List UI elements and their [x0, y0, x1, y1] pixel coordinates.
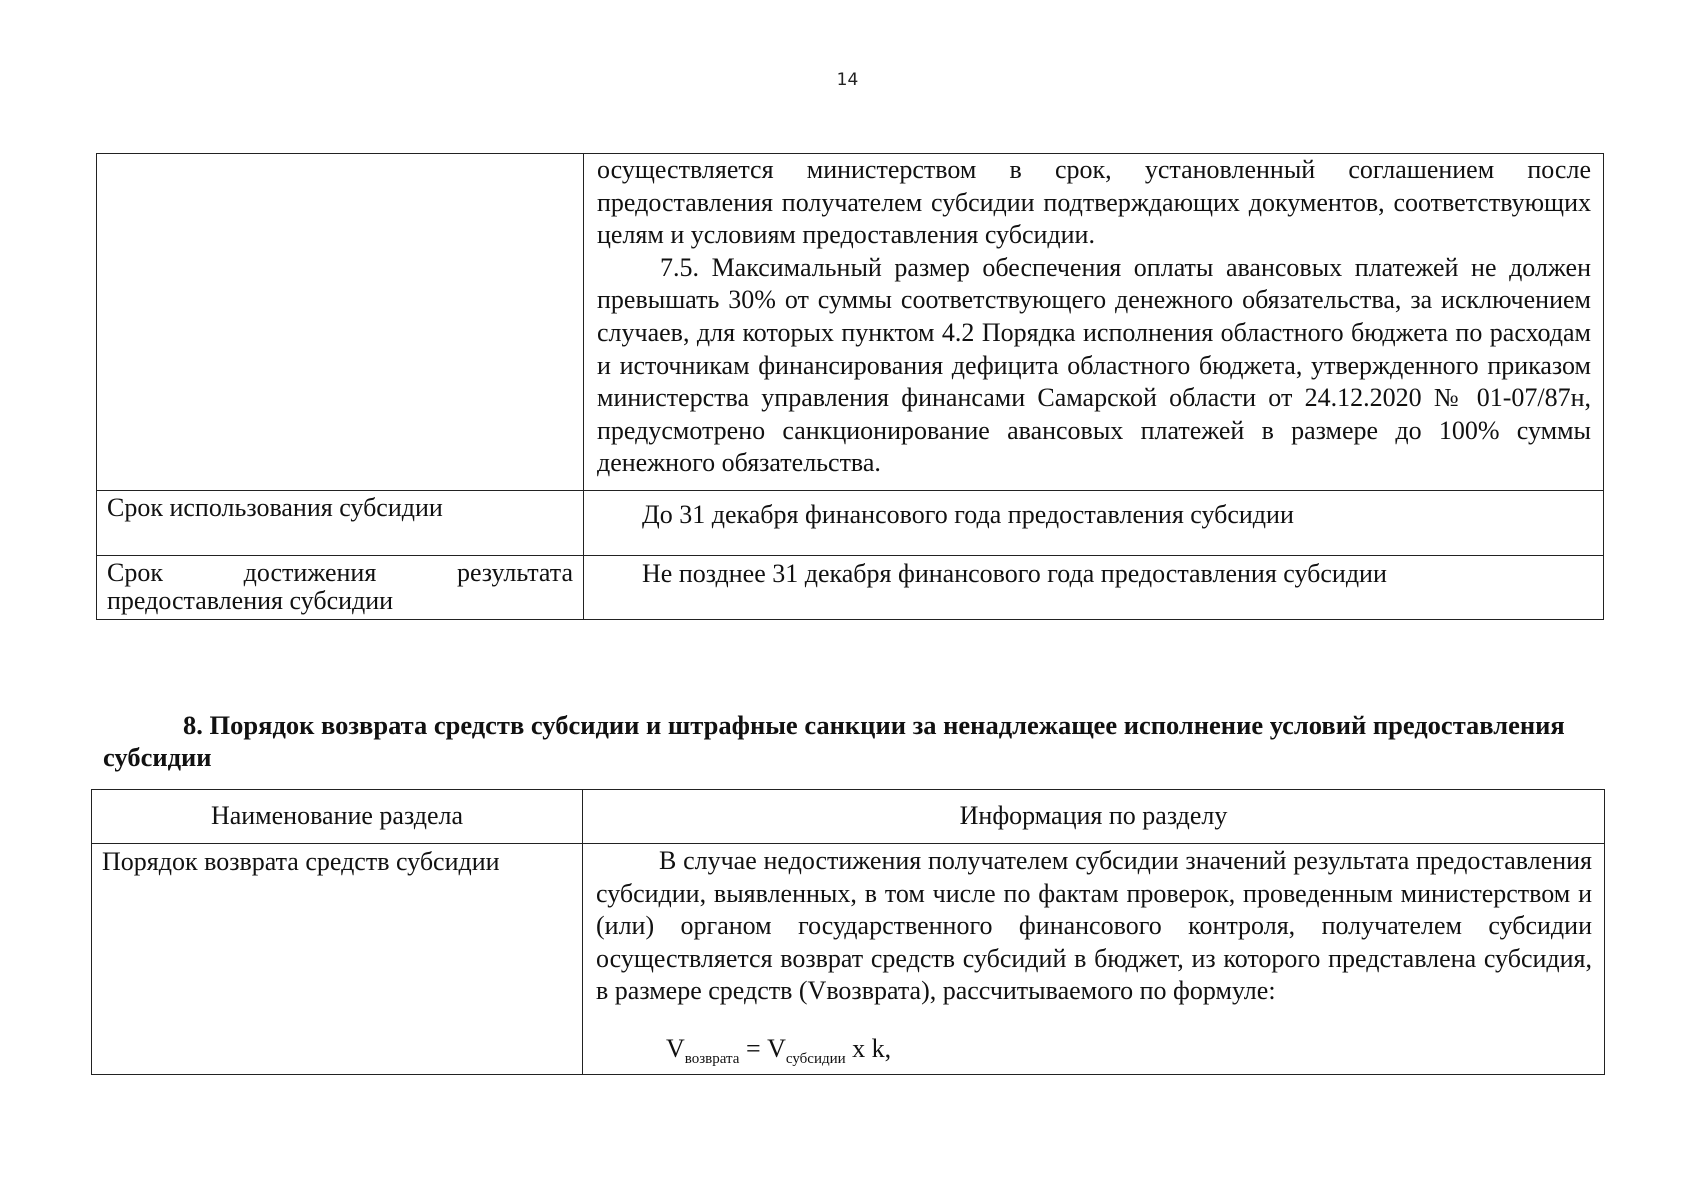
column-header: Информация по разделу — [583, 790, 1605, 844]
row-value: Не позднее 31 декабря финансового года предоставления субсидии — [584, 555, 1604, 619]
table-header-row — [92, 790, 1605, 844]
table-row — [97, 154, 1604, 491]
row-label: Срок достижения результата предоставления субсидии — [97, 555, 584, 619]
formula-rhs-subscript: субсидии — [785, 1051, 846, 1068]
paragraph: осуществляется министерством в срок, установленный соглашением после предоставления получателем субсидии подтверждающих документов, соответствующих целям и условиям предоставления субсидии. — [597, 155, 1591, 250]
section-heading: 8. Порядок возврата средств субсидии и штрафные санкции за ненадлежащее исполнение условий предоставления субсидии — [103, 710, 1565, 772]
paragraph: В случае недостижения получателем субсидии значений результата предоставления субсидии, выявленных, в том числе по фактам проверок, проведенным министерством и (или) органом государственного финансового контроля, получателем субсидии осуществляется возврат средств субсидий в бюджет, из которого представлена субсидия, в размере средств (Vвозврата), рассчитываемого по формуле: — [596, 846, 1592, 1006]
row-value: До 31 декабря финансового года предоставления субсидии — [584, 490, 1604, 555]
page-number: 14 — [836, 70, 859, 90]
table-row — [97, 555, 1604, 619]
formula-tail: x k, — [845, 1033, 892, 1063]
paragraph-7-5: 7.5. Максимальный размер обеспечения оплаты авансовых платежей не должен превышать 30% от суммы соответствующего денежного обязательства, за исключением случаев, для которых пунктом 4.2 Порядка исполнения областного бюджета по расходам и источникам финансирования дефицита областного бюджета, утвержденного приказом министерства управления финансами Самарской области от 24.12.2020 № 01-07/87н, предусмотрено санкционирование авансовых платежей в размере до 100% суммы денежного обязательства. — [597, 252, 1591, 478]
table-cell-text — [584, 154, 1604, 491]
row-label: Порядок возврата средств субсидии — [92, 844, 583, 1075]
formula-lhs: V — [666, 1033, 685, 1063]
table-row — [92, 844, 1605, 1075]
row-label: Срок использования субсидии — [97, 490, 584, 555]
conditions-table-continued — [96, 153, 1604, 620]
formula-equals: = V — [739, 1033, 786, 1063]
table-cell-text — [583, 844, 1605, 1075]
table-row — [97, 490, 1604, 555]
section8-table — [91, 789, 1605, 1075]
formula-lhs-subscript: возврата — [684, 1051, 740, 1068]
column-header: Наименование раздела — [92, 790, 583, 844]
formula — [666, 1034, 1592, 1074]
table-cell-empty — [97, 154, 584, 491]
